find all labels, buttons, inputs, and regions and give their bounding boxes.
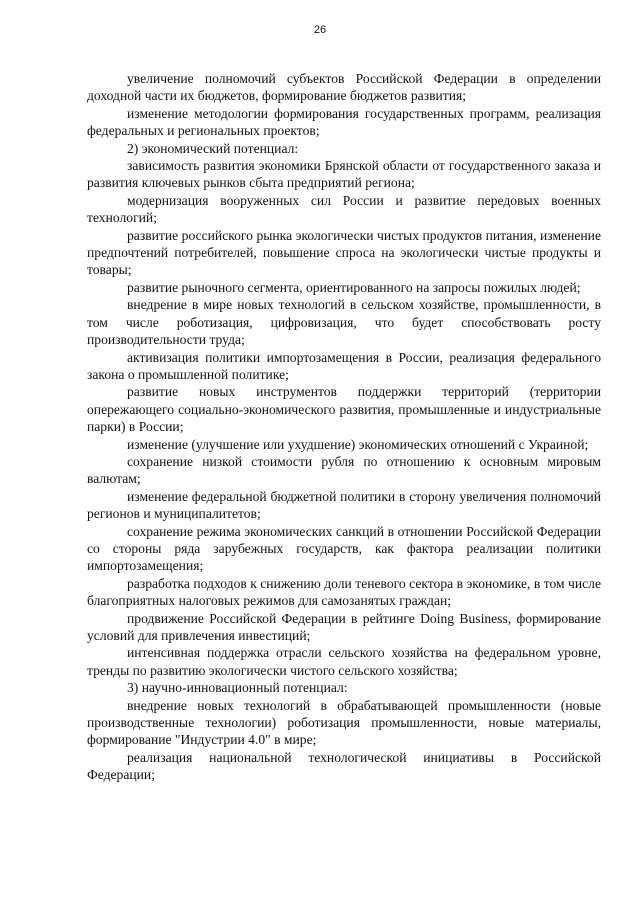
paragraph-state-order: зависимость развития экономики Брянской области от государственного заказа и развития ключевых рынков сбыта предприятий региона; [87,158,601,191]
paragraph-methodology: изменение методологии формирования государственных программ, реализация федеральных и региональных проектов; [87,105,601,139]
paragraph-eco-food: развитие российского рынка экологически чистых продуктов питания, изменение предпочтений потребителей, повышение спроса на экологически чистые продукты и товары; [87,227,601,278]
paragraph-territories: развитие новых инструментов поддержки территорий (территории опережающего социально-экономического развития, промышленные и индустриальные парки) в России; [87,384,601,435]
paragraph-budget-powers: увеличение полномочий субъектов Российской Федерации в определении доходной части их бюджетов, формирование бюджетов развития; [87,71,601,104]
paragraph-import-substitution: активизация политики импортозамещения в России, реализация федерального закона о промышленной политике; [87,349,601,382]
section-heading-economic: 2) экономический потенциал: [127,140,299,156]
paragraph-elderly-market: развитие рыночного сегмента, ориентированного на запросы пожилых людей; [127,279,581,295]
paragraph-ruble: сохранение низкой стоимости рубля по отношению к основным мировым валютам; [87,453,601,487]
paragraph-ukraine: изменение (улучшение или ухудшение) экономических отношений с Украиной; [127,436,589,452]
document-body [87,70,601,784]
section-heading-innovation: 3) научно-инновационный потенциал: [127,680,348,696]
paragraph-military: модернизация вооруженных сил России и развитие передовых военных технологий; [87,192,601,226]
paragraph-doing-business: продвижение Российской Федерации в рейтинге Doing Business, формирование условий для привлечения инвестиций; [87,610,601,643]
paragraph-budget-policy: изменение федеральной бюджетной политики в сторону увеличения полномочий регионов и муниципалитетов; [87,488,601,522]
paragraph-new-tech: внедрение в мире новых технологий в сельском хозяйстве, промышленности, в том числе роботизация, цифровизация, что будет способствовать росту производительности труда; [87,297,601,348]
paragraph-industry-40: внедрение новых технологий в обрабатывающей промышленности (новые производственные технологии) роботизация промышленности, новые материалы, формирование "Индустрии 4.0" в мире; [87,697,601,748]
paragraph-agriculture: интенсивная поддержка отрасли сельского хозяйства на федеральном уровне, тренды по развитию экологически чистого сельского хозяйства; [87,645,601,678]
paragraph-shadow-sector: разработка подходов к снижению доли теневого сектора в экономике, в том числе благоприятных налоговых режимов для самозанятых граждан; [87,575,601,609]
page-number: 26 [313,24,327,36]
paragraph-nti: реализация национальной технологической инициативы в Российской Федерации; [87,749,601,783]
paragraph-sanctions: сохранение режима экономических санкций в отношении Российской Федерации со стороны ряда зарубежных государств, как фактора реализации политики импортозамещения; [87,523,601,574]
